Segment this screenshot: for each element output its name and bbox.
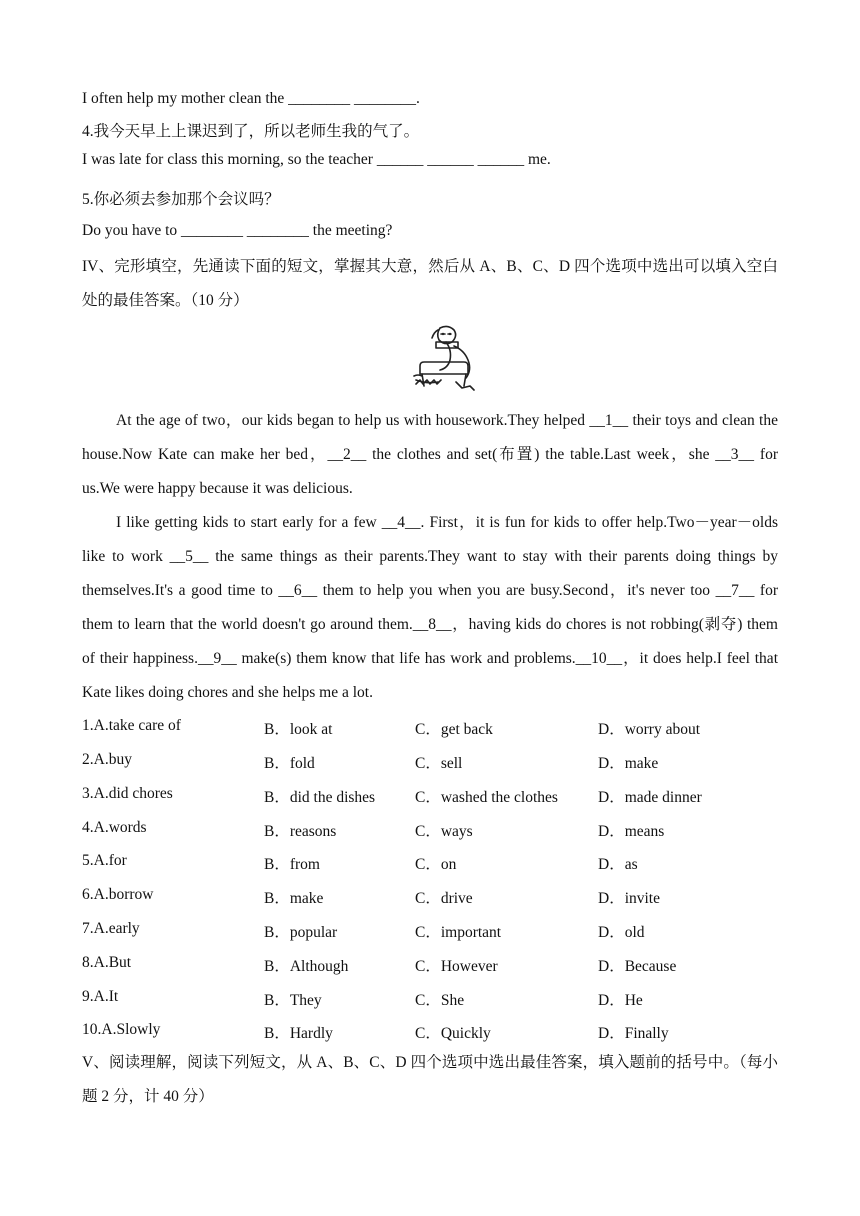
- option-d: D．means: [598, 823, 665, 840]
- option-b: B．look at: [264, 721, 333, 738]
- option-b: B．Although: [264, 958, 349, 975]
- passage-paragraph-1: At the age of two，our kids began to help us with housework.They helped __1__ their toys and clean the house.Now Kate can make her bed，__2__ the clothes and set(布置) the table.Last week，she __3__ for us.We were happy because it was delicious.: [82, 412, 778, 497]
- option-d: D．invite: [598, 890, 660, 907]
- option-c: C．on: [415, 856, 457, 873]
- kid-doing-chores-illustration: [410, 322, 482, 394]
- option-a: 8.A.But: [82, 954, 132, 971]
- item-4-english-line: I was late for class this morning, so the teacher ______ ______ ______ me.: [82, 151, 551, 168]
- option-b: B．Hardly: [264, 1025, 333, 1042]
- option-a: 2.A.buy: [82, 751, 132, 768]
- option-c: C．She: [415, 992, 465, 1009]
- option-b: B．popular: [264, 924, 338, 941]
- option-d: D．worry about: [598, 721, 701, 738]
- item-5-chinese-prompt: 5.你必须去参加那个会议吗？: [82, 191, 280, 208]
- option-c: C．However: [415, 958, 498, 975]
- option-c: C．sell: [415, 755, 463, 772]
- option-d: D．Finally: [598, 1025, 669, 1042]
- option-a: 3.A.did chores: [82, 785, 173, 802]
- option-c: C．get back: [415, 721, 493, 738]
- option-d: D．as: [598, 856, 638, 873]
- item-4-chinese-prompt: 4.我今天早上上课迟到了，所以老师生我的气了。: [82, 123, 420, 140]
- option-c: C．washed the clothes: [415, 789, 558, 806]
- option-c: C．ways: [415, 823, 473, 840]
- option-d: D．made dinner: [598, 789, 702, 806]
- section-4-heading: IV、完形填空，先通读下面的短文，掌握其大意，然后从 A、B、C、D 四个选项中选出可以填入空白处的最佳答案。（10 分）: [82, 258, 778, 309]
- option-c: C．drive: [415, 890, 473, 907]
- item-3-english-line: I often help my mother clean the ________ ________.: [82, 90, 420, 107]
- option-b: B．fold: [264, 755, 315, 772]
- option-a: 6.A.borrow: [82, 886, 154, 903]
- option-c: C．important: [415, 924, 502, 941]
- option-b: B．They: [264, 992, 322, 1009]
- option-a: 10.A.Slowly: [82, 1021, 161, 1038]
- passage-paragraph-2: I like getting kids to start early for a few __4__. First，it is fun for kids to offer help.Two－year－olds like to work __5__ the same things as their parents.They want to stay with their parents doing things by themselves.It's a good time to __6__ them to help you when you are busy.Second，it's never too __7__ for them to learn that the world doesn't go around them.__8__，having kids do chores is not robbing(剥夺) them of their happiness.__9__ make(s) them know that life has work and problems.__10__，it does help.I feel that Kate likes doing chores and she helps me a lot.: [82, 514, 778, 701]
- section-5-heading: V、阅读理解，阅读下列短文，从 A、B、C、D 四个选项中选出最佳答案，填入题前的括号中。（每小题 2 分，计 40 分）: [82, 1054, 778, 1105]
- option-a: 1.A.take care of: [82, 717, 181, 734]
- option-a: 5.A.for: [82, 852, 127, 869]
- option-a: 9.A.It: [82, 988, 119, 1005]
- option-a: 7.A.early: [82, 920, 140, 937]
- option-d: D．Because: [598, 958, 677, 975]
- option-d: D．old: [598, 924, 645, 941]
- option-b: B．from: [264, 856, 320, 873]
- option-b: B．reasons: [264, 823, 337, 840]
- option-d: D．make: [598, 755, 659, 772]
- option-c: C．Quickly: [415, 1025, 491, 1042]
- option-b: B．make: [264, 890, 324, 907]
- section-4-passage: [82, 404, 778, 710]
- option-a: 4.A.words: [82, 819, 147, 836]
- option-d: D．He: [598, 992, 643, 1009]
- item-5-english-line: Do you have to ________ ________ the meeting?: [82, 222, 393, 239]
- option-b: B．did the dishes: [264, 789, 376, 806]
